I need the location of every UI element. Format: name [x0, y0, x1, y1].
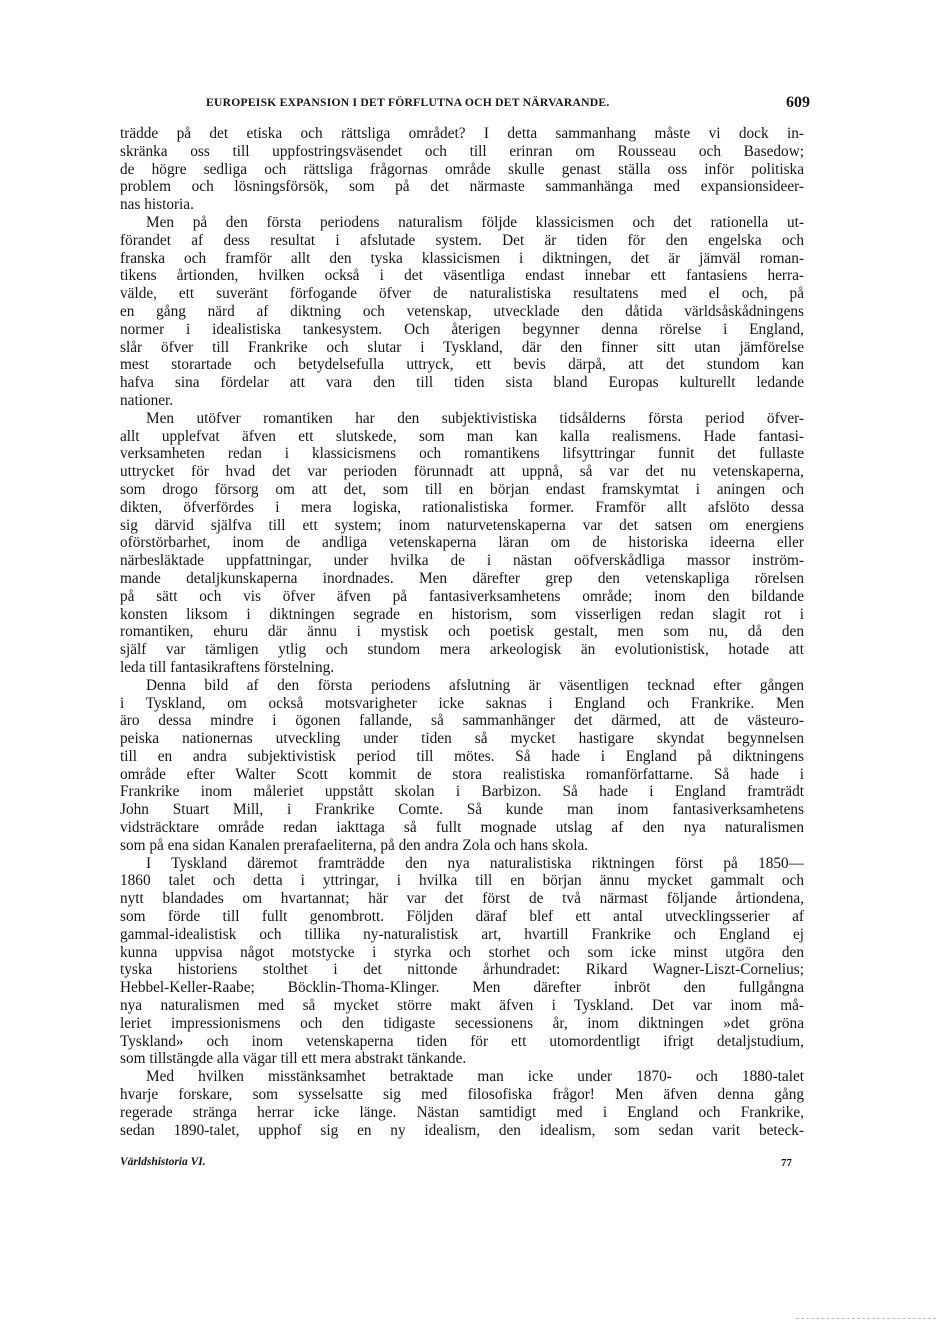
text-line: allt upplefvat äfven ett slutskede, som man kan kalla realismens. Hade fantasi-: [120, 427, 804, 445]
footer-signature: Världshistoria VI.: [120, 1156, 206, 1168]
text-line: nas historia.: [120, 196, 194, 214]
text-line: leriet impressionismens och den tidigaste secessionens år, inom diktningen »det gröna: [120, 1014, 804, 1032]
page-number: 609: [786, 94, 810, 111]
text-line: till en andra subjektivistisk period till mötes. Så hade i England på diktningens: [120, 747, 804, 765]
text-line: Med hvilken misstänksamhet betraktade man icke under 1870- och 1880-talet: [146, 1068, 804, 1086]
text-line: I Tyskland däremot framträdde den nya naturalistiska riktningen först på 1850—: [146, 854, 804, 872]
text-line: som drogo försorg om att det, som till en början endast framskymtat i aningen och: [120, 480, 804, 498]
text-line: normer i idealistiska tankesystem. Och återigen begynner denna rörelse i England,: [120, 320, 804, 338]
running-title: EUROPEISK EXPANSION I DET FÖRFLUTNA OCH DET NÄRVARANDE.: [206, 96, 610, 109]
text-line: romantiken, ehuru där ännu i mystisk och poetisk gestalt, men som nu, då den: [120, 623, 804, 641]
text-line: nationer.: [120, 391, 174, 409]
text-line: nytt blandades om hvartannat; här var det först de två närmast följande årtiondena,: [120, 890, 804, 908]
text-line: Denna bild af den första periodens afslutning är väsentligen tecknad efter gången: [146, 676, 804, 694]
text-line: hvarje forskare, som sysselsatte sig med filosofiska frågor! Men äfven denna gång: [120, 1086, 804, 1104]
text-line: franska och framför allt den tyska klassicismen i diktningen, det är jämväl roman-: [120, 249, 804, 267]
text-line: de högre sedliga och rättsliga frågornas område skulle genast ställa oss inför politiska: [120, 160, 804, 178]
text-line: mande detaljkunskaperna inordnades. Men därefter grep den vetenskapliga rörelsen: [120, 569, 804, 587]
text-line: i Tyskland, om också motsvarigheter icke saknas i England och Frankrike. Men: [120, 694, 804, 712]
text-line: hafva sina fördelar att vara den till tiden sista bland Europas kulturellt ledande: [120, 374, 804, 392]
text-line: verksamheten redan i klassicismens och romantikens lifsyttringar funnit det fullaste: [120, 445, 804, 463]
text-line: på sätt och vis öfver äfven på fantasiverksamhetens område; inom den bildande: [120, 587, 804, 605]
text-line: Hebbel-Keller-Raabe; Böcklin-Thoma-Klinger. Men därefter inbröt den fullgångna: [120, 979, 804, 997]
text-line: John Stuart Mill, i Frankrike Comte. Så kunde man inom fantasiverksamhetens: [120, 801, 804, 819]
text-line: trädde på det etiska och rättsliga området? I detta sammanhang måste vi dock in-: [120, 125, 804, 142]
text-line: skränka oss till uppfostringsväsendet och till erinran om Rousseau och Basedow;: [120, 142, 804, 160]
text-line: sedan 1890-talet, upphof sig en ny idealism, den idealism, som sedan varit beteck-: [120, 1121, 804, 1139]
text-line: slår öfver till Frankrike och slutar i Tyskland, där den finner sitt utan jämförelse: [120, 338, 804, 356]
text-line: förandet af dess resultat i afslutade system. Det är tiden för den engelska och: [120, 231, 804, 249]
text-line: tyska historiens stolthet i det nittonde århundradet: Rikard Wagner-Liszt-Cornelius;: [120, 961, 804, 979]
text-line: vidsträcktare område redan iakttaga så fullt mognade utslag af den nya naturalismen: [120, 819, 804, 837]
text-line: dikten, öfverfördes i mera logiska, rationalistiska former. Framför allt afslöto dessa: [120, 498, 804, 516]
text-line: Tyskland» och inom vetenskaperna tiden för ett utomordentligt ifrigt detaljstudium,: [120, 1032, 804, 1050]
text-line: närbesläktade uppfattningar, under hvilka de i nästan oöfverskådliga massor inström-: [120, 552, 804, 570]
body-text: [120, 125, 804, 1139]
text-line: som tillstängde alla vägar till ett mera abstrakt tänkande.: [120, 1050, 467, 1068]
text-line: område efter Walter Scott kommit de stora realistiska romanförfattarne. Så hade i: [120, 765, 804, 783]
text-line: uttrycket för hvad det var perioden förunnadt att uppnå, så var det nu vetenskaperna,: [120, 463, 804, 481]
text-line: oförstörbarhet, inom de andliga vetenskaperna läran om de historiska ideerna eller: [120, 534, 804, 552]
text-line: själf var tämligen ytlig och stundom mera arkeologisk än evolutionistisk, hotade att: [120, 641, 804, 659]
text-line: problem och lösningsförsök, som på det närmaste sammanhänga med expansionsideer-: [120, 178, 804, 196]
text-line: som förde till fullt genombrott. Följden däraf blef ett antal utvecklingsserier af: [120, 908, 804, 926]
text-line: 1860 talet och detta i yttringar, i hvilka till en början ännu mycket gammalt och: [120, 872, 804, 890]
text-line: Men utöfver romantiken har den subjektivistiska tidsålderns första period öfver-: [146, 409, 804, 427]
text-line: som på ena sidan Kanalen prerafaeliterna, på den andra Zola och hans skola.: [120, 836, 589, 854]
text-line: mest storartade och betydelsefulla uttryck, ett bevis därpå, att det stundom kan: [120, 356, 804, 374]
text-line: peiska nationernas utveckling under tiden så mycket hastigare skyndat begynnelsen: [120, 730, 804, 748]
text-line: nya naturalismen med så mycket större makt äfven i Tyskland. Det var inom må-: [120, 997, 804, 1015]
scan-edge-mark: [796, 1318, 936, 1321]
text-line: sig därvid själfva till ett system; inom naturvetenskaperna var det satsen om energiens: [120, 516, 804, 534]
text-line: kunna uppvisa något motstycke i styrka och storhet och som icke minst utgöra den: [120, 943, 804, 961]
text-line: regerade stränga herrar icke länge. Nästan samtidigt med i England och Frankrike,: [120, 1103, 804, 1121]
page-header: [120, 94, 810, 116]
text-line: tikens årtionden, hvilken också i det väsentliga endast innebar ett fantasiens herra-: [120, 267, 804, 285]
text-line: en gång närd af diktning och vetenskap, utvecklade den dåtida världsåskådningens: [120, 302, 804, 320]
page-footer: [120, 1156, 792, 1174]
text-line: konsten liksom i diktningen segrade en historism, som visserligen redan slagit rot i: [120, 605, 804, 623]
text-line: välde, ett suveränt förfogande öfver de naturalistiska resultatens med el och, på: [120, 285, 804, 303]
text-line: gammal-idealistisk och tillika ny-naturalistisk art, hvartill Frankrike och England ej: [120, 925, 804, 943]
footer-sheet-number: 77: [781, 1157, 792, 1169]
text-line: äro dessa mindre i ögonen fallande, så sammanhänger det därmed, att de västeuro-: [120, 712, 804, 730]
text-line: Men på den första periodens naturalism följde klassicismen och det rationella ut-: [146, 213, 804, 231]
text-line: Frankrike inom måleriet uppstått skolan i Barbizon. Så hade i England framträdt: [120, 783, 804, 801]
text-line: leda till fantasikraftens förstelning.: [120, 658, 335, 676]
